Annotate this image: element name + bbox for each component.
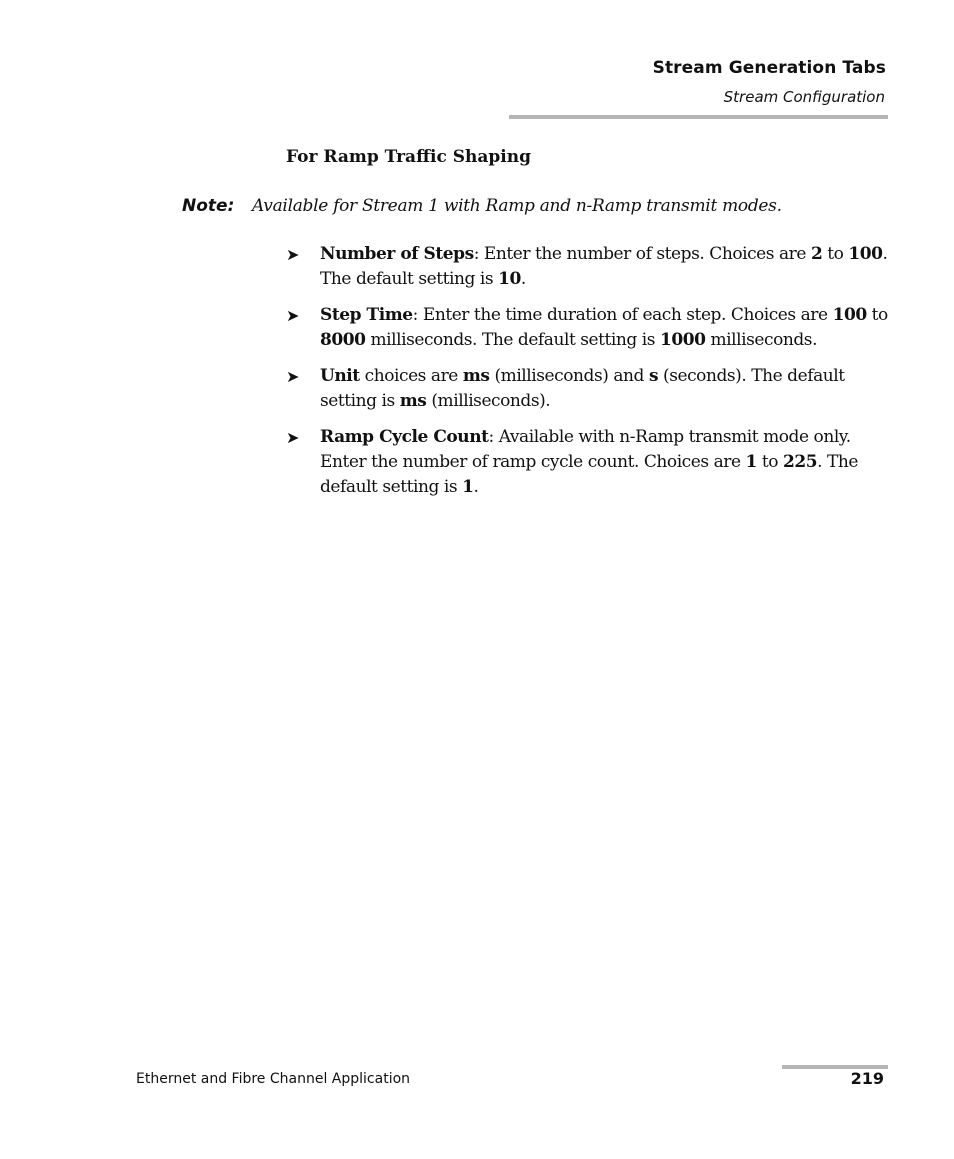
- arrow-bullet-icon: ➤: [286, 245, 299, 264]
- item-term: Ramp Cycle Count: [320, 427, 489, 447]
- item-value: 1000: [660, 330, 706, 350]
- item-value: ms: [399, 391, 427, 411]
- header-divider: [509, 115, 888, 119]
- item-text: milliseconds.: [705, 330, 818, 350]
- item-text: (milliseconds).: [426, 391, 551, 411]
- item-value: 225: [783, 452, 818, 472]
- item-term: Number of Steps: [320, 244, 474, 264]
- item-value: 100: [832, 305, 867, 325]
- section-heading: For Ramp Traffic Shaping: [286, 147, 531, 167]
- item-text: choices are: [359, 366, 463, 386]
- item-text: .: [473, 477, 479, 497]
- item-value: 100: [848, 244, 883, 264]
- item-value: 1: [745, 452, 757, 472]
- item-text: to: [866, 305, 888, 325]
- item-value: 2: [810, 244, 823, 264]
- footer-title: Ethernet and Fibre Channel Application: [136, 1071, 411, 1087]
- item-value: s: [648, 366, 659, 386]
- note-text: Available for Stream 1 with Ramp and n-Ramp transmit modes.: [252, 196, 782, 216]
- item-text: to: [756, 452, 783, 472]
- item-text: to: [822, 244, 849, 264]
- item-value: 1: [462, 477, 474, 497]
- item-term: Step Time: [320, 305, 413, 325]
- page-number: 219: [850, 1069, 884, 1088]
- item-text: : Available with n-Ramp transmit mode only. Enter the number of ramp cycle count. Choices are: [320, 427, 851, 472]
- list-item-unit: [286, 364, 888, 414]
- item-text: milliseconds. The default setting is: [365, 330, 661, 350]
- arrow-bullet-icon: ➤: [286, 428, 299, 447]
- item-text: .: [520, 269, 526, 289]
- item-value: 10: [498, 269, 521, 289]
- item-text: : Enter the number of steps. Choices are: [473, 244, 811, 264]
- item-text: (seconds). The default setting is: [320, 366, 845, 411]
- item-text: (milliseconds) and: [489, 366, 649, 386]
- item-text: . The default setting is: [320, 452, 859, 497]
- item-text: . The default setting is: [320, 244, 888, 289]
- list-item-number-of-steps: [286, 242, 888, 292]
- item-text: : Enter the time duration of each step. Choices are: [412, 305, 833, 325]
- arrow-bullet-icon: ➤: [286, 306, 299, 325]
- item-value: ms: [462, 366, 490, 386]
- note-label: Note:: [182, 196, 235, 216]
- settings-list: [286, 242, 888, 511]
- arrow-bullet-icon: ➤: [286, 367, 299, 386]
- list-item-step-time: [286, 303, 888, 353]
- list-item-ramp-cycle-count: [286, 425, 888, 500]
- item-term: Unit: [320, 366, 360, 386]
- item-value: 8000: [320, 330, 366, 350]
- section-subtitle: Stream Configuration: [723, 88, 885, 106]
- chapter-title: Stream Generation Tabs: [652, 58, 886, 78]
